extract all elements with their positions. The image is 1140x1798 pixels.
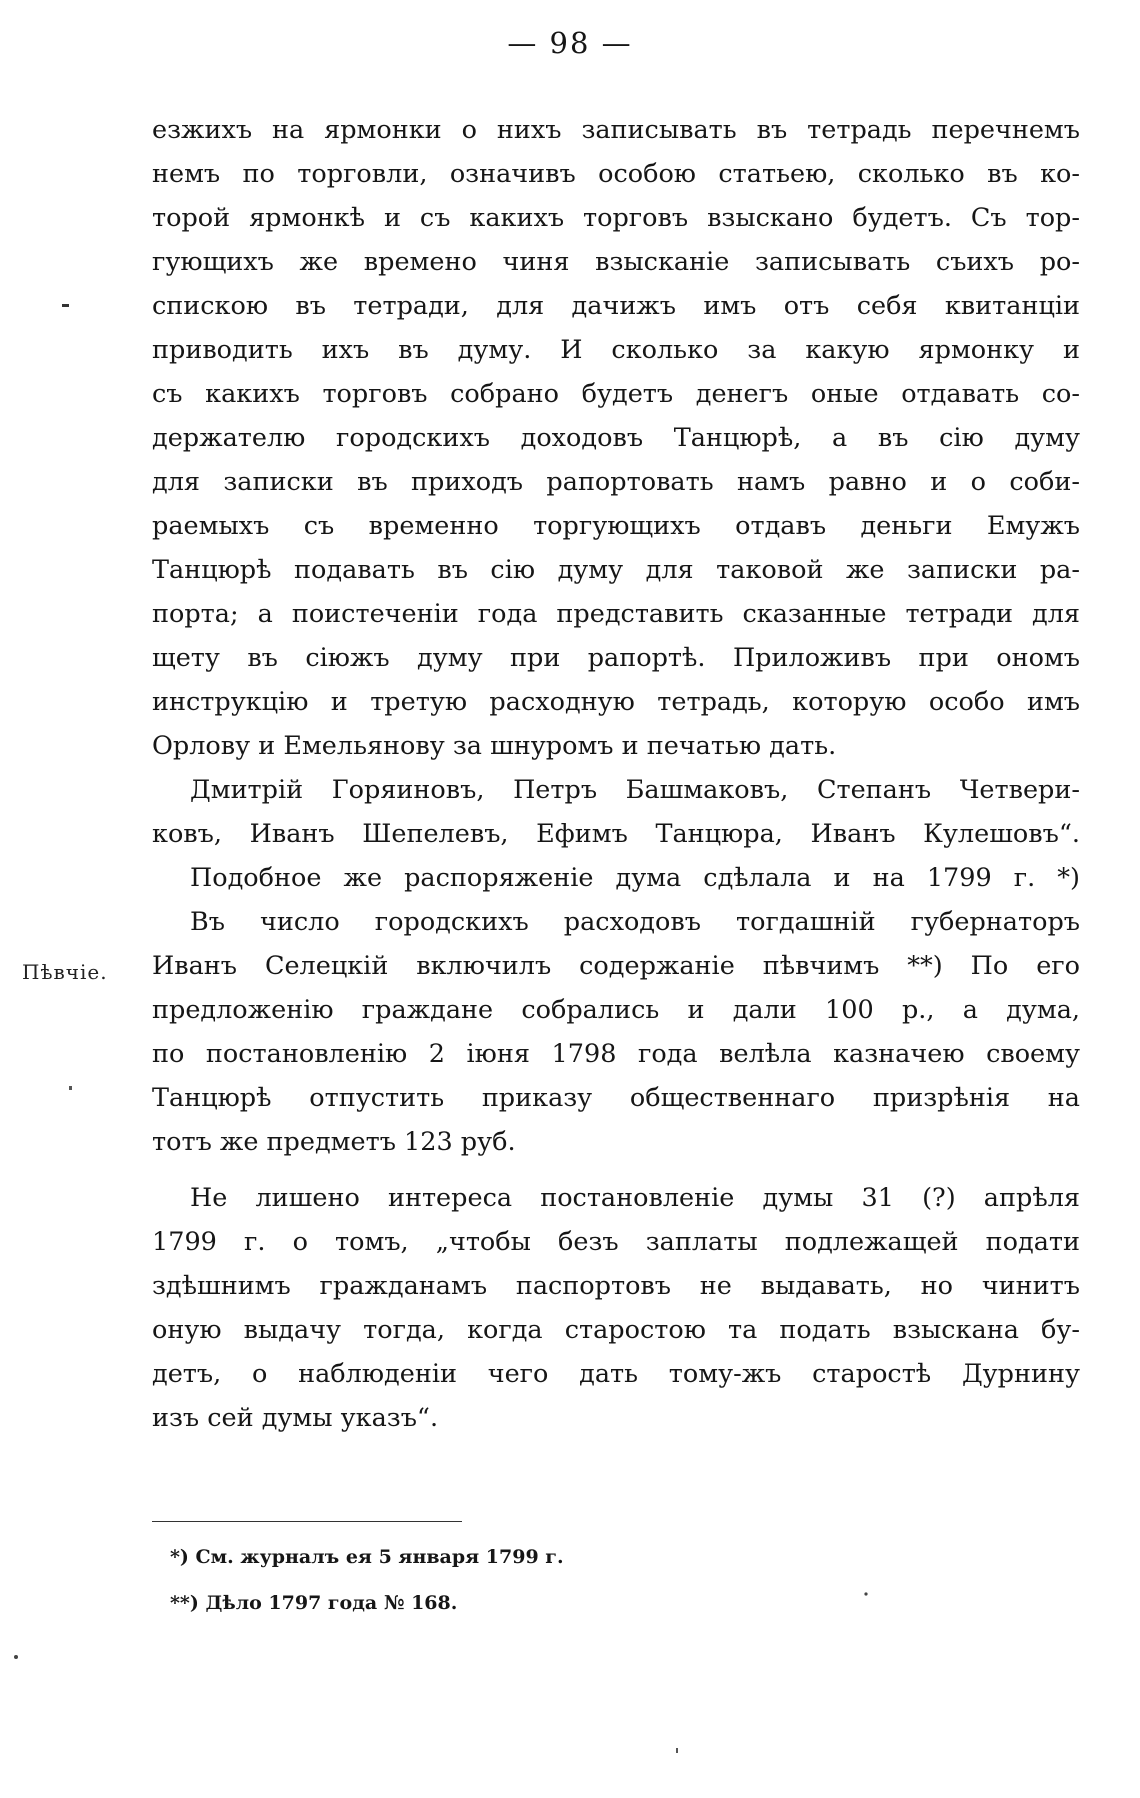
paragraph-gap xyxy=(152,1164,1080,1176)
text-line: раемыхъ съ временно торгующихъ отдавъ деньги Емужъ xyxy=(152,511,1080,541)
text-line: тотъ же предметъ 123 руб. xyxy=(152,1127,516,1157)
text-line: гующихъ же времено чиня взысканіе записывать съихъ ро- xyxy=(152,247,1080,277)
text-line: Въ число городскихъ расходовъ тогдашній губернаторъ xyxy=(190,907,1080,937)
text-line: изъ сей думы указъ“. xyxy=(152,1403,439,1433)
footnote: **) Дѣло 1797 года № 168. xyxy=(170,1592,458,1614)
text-line: немъ по торговли, означивъ особою статьею, сколько въ ко- xyxy=(152,159,1080,189)
text-line: 1799 г. о томъ, „чтобы безъ заплаты подлежащей подати xyxy=(152,1227,1080,1257)
text-line: Не лишено интереса постановленіе думы 31 (?) апрѣля xyxy=(190,1183,1080,1213)
text-line: торой ярмонкѣ и съ какихъ торговъ взыскано будетъ. Съ тор- xyxy=(152,203,1080,233)
text-line: по постановленію 2 іюня 1798 года велѣла казначею своему xyxy=(152,1039,1080,1069)
text-line: щету въ сіюжъ думу при рапортѣ. Приложивъ при ономъ xyxy=(152,643,1080,673)
text-line: съ какихъ торговъ собрано будетъ денегъ оные отдавать со- xyxy=(152,379,1080,409)
text-line: детъ, о наблюденіи чего дать тому-жъ старостѣ Дурнину xyxy=(152,1359,1080,1389)
text-line: инструкцію и третую расходную тетрадь, которую особо имъ xyxy=(152,687,1080,717)
text-line: держателю городскихъ доходовъ Танцюрѣ, а въ сію думу xyxy=(152,423,1080,453)
footnote: *) См. журналъ ея 5 января 1799 г. xyxy=(170,1546,564,1568)
page-number: — 98 — xyxy=(507,26,633,60)
text-line: приводить ихъ въ думу. И сколько за какую ярмонку и xyxy=(152,335,1080,365)
body-text xyxy=(152,108,1080,1440)
speck-mark xyxy=(676,1748,678,1753)
margin-note: Пѣвчіе. xyxy=(22,960,108,984)
text-line: Танцюрѣ подавать въ сію думу для таковой же записки ра- xyxy=(152,555,1080,585)
text-line: Иванъ Селецкій включилъ содержаніе пѣвчимъ **) По его xyxy=(152,951,1080,981)
text-line: Танцюрѣ отпустить приказу общественнаго призрѣнія на xyxy=(152,1083,1080,1113)
text-line: Дмитрій Горяиновъ, Петръ Башмаковъ, Степанъ Четвери- xyxy=(190,775,1080,805)
text-line: предложенію граждане собрались и дали 100 р., а дума, xyxy=(152,995,1080,1025)
text-line: Орлову и Емельянову за шнуромъ и печатью дать. xyxy=(152,731,837,761)
text-line: порта; а поистеченіи года представить сказанные тетради для xyxy=(152,599,1080,629)
text-line: для записки въ приходъ рапортовать намъ равно и о соби- xyxy=(152,467,1080,497)
speck-mark xyxy=(864,1592,867,1595)
footnotes xyxy=(170,1534,564,1626)
footnote-divider xyxy=(152,1521,462,1522)
text-line: Подобное же распоряженіе дума сдѣлала и на 1799 г. *) xyxy=(190,863,1080,893)
text-line: ковъ, Иванъ Шепелевъ, Ефимъ Танцюра, Иванъ Кулешовъ“. xyxy=(152,819,1080,849)
speck-mark xyxy=(69,1086,72,1090)
text-line: езжихъ на ярмонки о нихъ записывать въ тетрадь перечнемъ xyxy=(152,115,1080,145)
text-line: оную выдачу тогда, когда старостою та подать взыскана бу- xyxy=(152,1315,1080,1345)
text-line: здѣшнимъ гражданамъ паспортовъ не выдавать, но чинитъ xyxy=(152,1271,1080,1301)
speck-mark xyxy=(62,304,69,307)
speck-mark xyxy=(14,1655,18,1659)
text-line: спискою въ тетради, для дачижъ имъ отъ себя квитанціи xyxy=(152,291,1080,321)
